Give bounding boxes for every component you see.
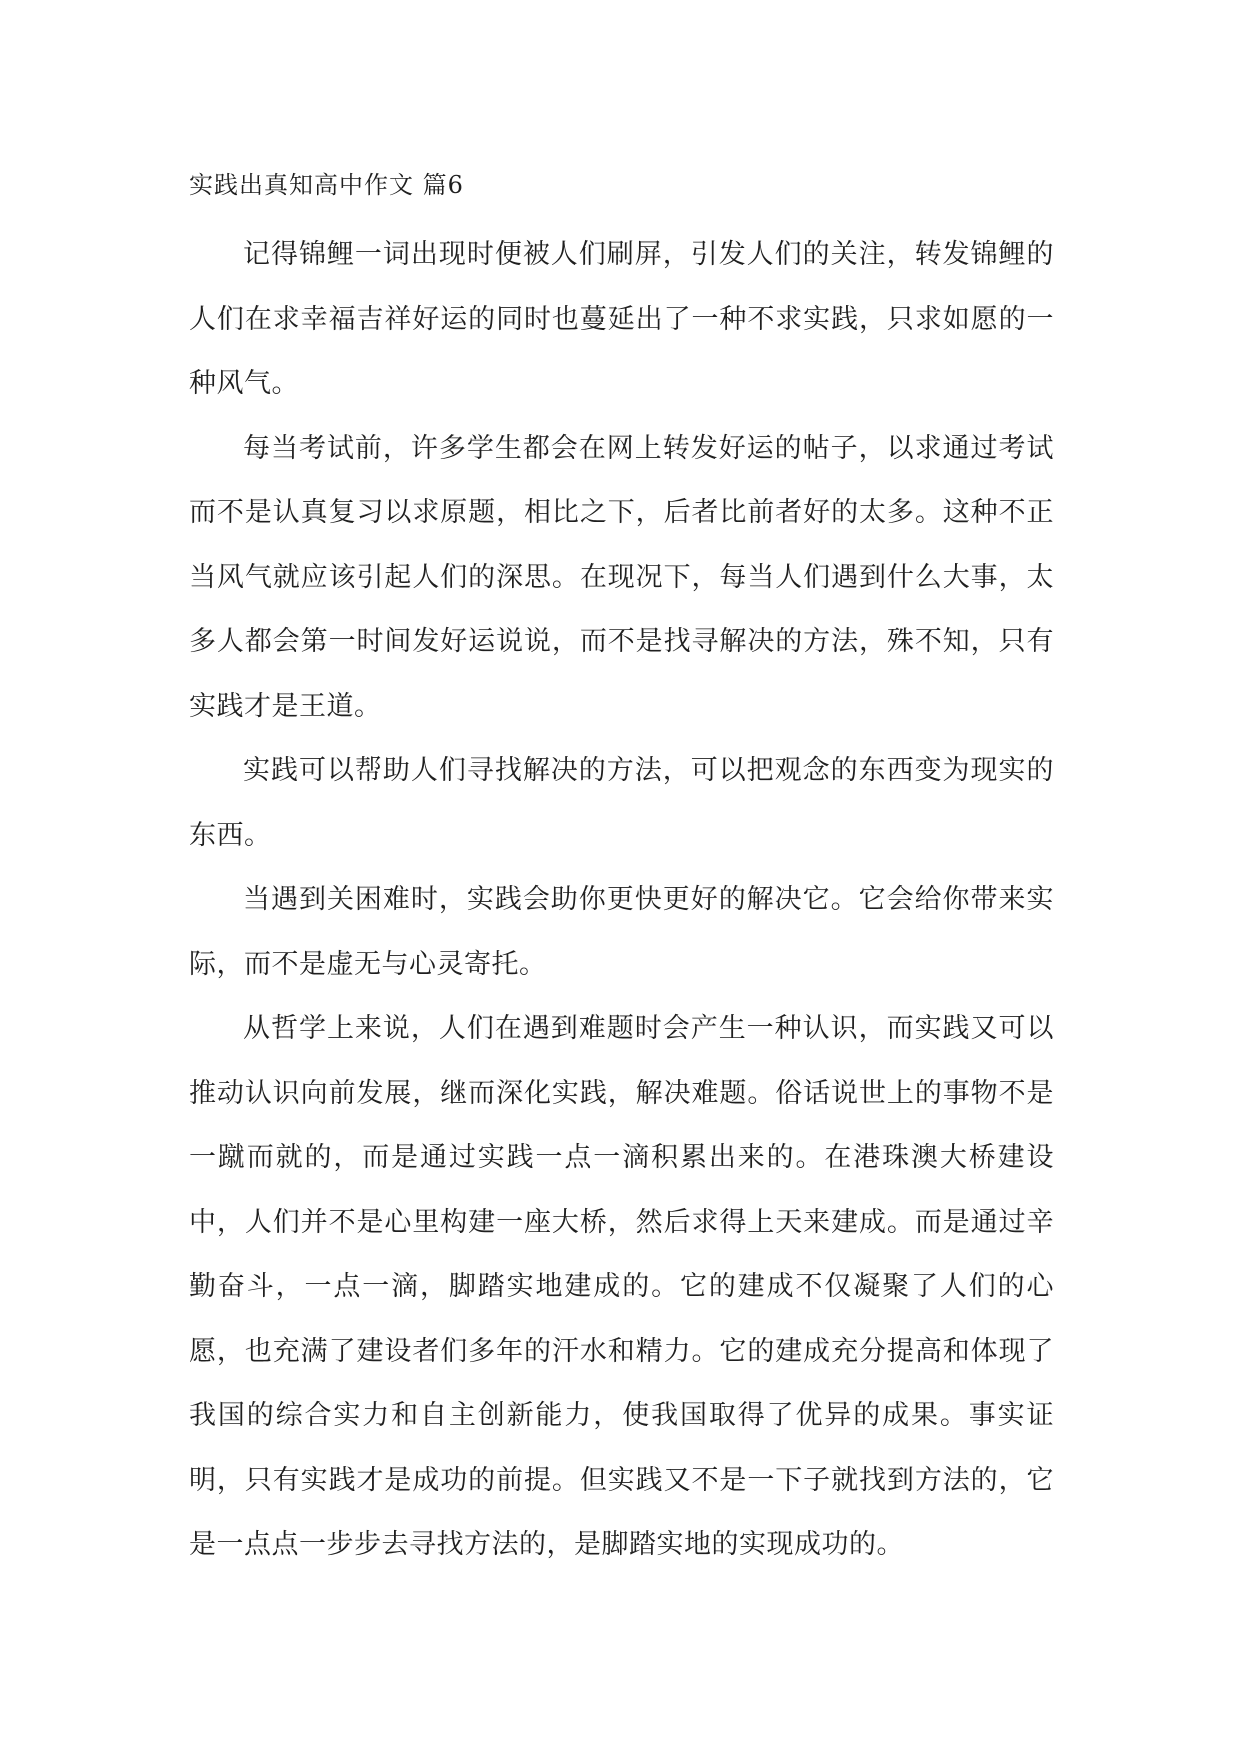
paragraph-3: 实践可以帮助人们寻找解决的方法，可以把观念的东西变为现实的东西。	[189, 755, 1054, 851]
document-body	[189, 165, 1054, 1578]
document-title: 实践出真知高中作文 篇6	[189, 171, 464, 199]
paragraph-1: 记得锦鲤一词出现时便被人们刷屏，引发人们的关注，转发锦鲤的人们在求幸福吉祥好运的同时也蔓延出了一种不求实践，只求如愿的一种风气。	[189, 239, 1054, 399]
paragraph-5: 从哲学上来说，人们在遇到难题时会产生一种认识，而实践又可以推动认识向前发展，继而深化实践，解决难题。俗话说世上的事物不是一蹴而就的，而是通过实践一点一滴积累出来的。在港珠澳大桥建设中，人们并不是心里构建一座大桥，然后求得上天来建成。而是通过辛勤奋斗，一点一滴，脚踏实地建成的。它的建成不仅凝聚了人们的心愿，也充满了建设者们多年的汗水和精力。它的建成充分提高和体现了我国的综合实力和自主创新能力，使我国取得了优异的成果。事实证明，只有实践才是成功的前提。但实践又不是一下子就找到方法的，它是一点点一步步去寻找方法的，是脚踏实地的实现成功的。	[189, 1013, 1054, 1560]
paragraph-2: 每当考试前，许多学生都会在网上转发好运的帖子，以求通过考试而不是认真复习以求原题，相比之下，后者比前者好的太多。这种不正当风气就应该引起人们的深思。在现况下，每当人们遇到什么大事，太多人都会第一时间发好运说说，而不是找寻解决的方法，殊不知，只有实践才是王道。	[189, 432, 1054, 722]
paragraph-4: 当遇到关困难时，实践会助你更快更好的解决它。它会给你带来实际，而不是虚无与心灵寄托。	[189, 884, 1054, 980]
